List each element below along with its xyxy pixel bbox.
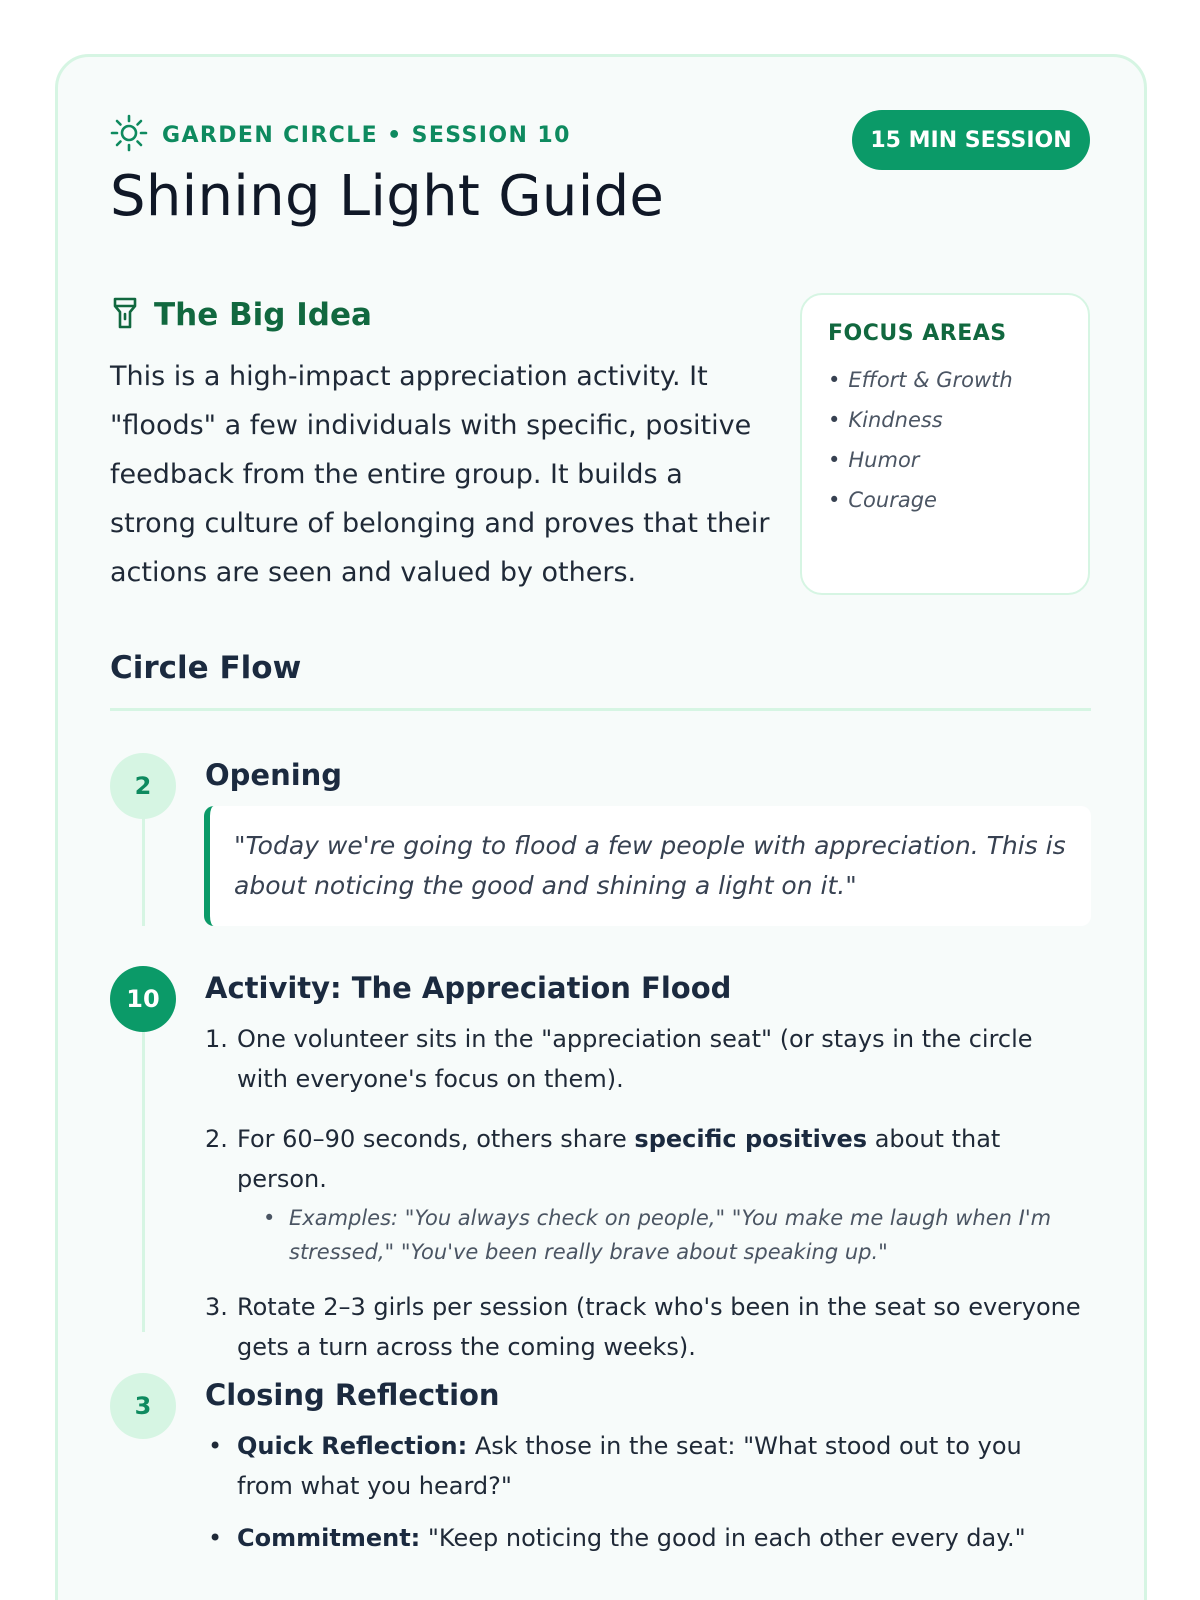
session-label: GARDEN CIRCLE • SESSION 10 xyxy=(162,122,571,148)
step-duration-badge: 10 xyxy=(110,966,176,1032)
list-item: 3. Rotate 2–3 girls per session (track who's been in the seat so everyone gets a turn across the coming weeks). xyxy=(205,1293,1081,1361)
timeline-connector xyxy=(142,1032,145,1332)
big-idea-body: This is a high-impact appreciation activity. It "floods" a few individuals with specific, positive feedback from the entire group. It builds a strong culture of belonging and proves that their actions are seen and valued by others. xyxy=(110,361,770,588)
closing-list xyxy=(205,1426,1085,1558)
session-eyebrow xyxy=(110,114,571,156)
step-duration-badge: 2 xyxy=(110,753,176,819)
page-title: Shining Light Guide xyxy=(110,164,665,229)
step-duration-badge: 3 xyxy=(110,1373,176,1439)
step-title-closing: Closing Reflection xyxy=(205,1378,500,1412)
focus-areas-title: FOCUS AREAS xyxy=(828,321,1007,346)
focus-areas-panel xyxy=(800,293,1090,595)
list-item: • Commitment: "Keep noticing the good in each other every day." xyxy=(208,1524,1026,1552)
activity-steps-list xyxy=(205,1019,1085,1367)
focus-item: • Kindness xyxy=(828,408,943,432)
sun-icon xyxy=(110,114,148,156)
list-item: • Quick Reflection: Ask those in the seat: "What stood out to you from what you heard?" xyxy=(208,1432,1022,1500)
focus-item: • Humor xyxy=(828,448,920,472)
focus-item: • Effort & Growth xyxy=(828,368,1013,392)
big-idea-heading xyxy=(112,296,372,334)
timeline-connector xyxy=(142,818,145,926)
step-title-activity: Activity: The Appreciation Flood xyxy=(205,971,732,1005)
opening-quote: "Today we're going to flood a few people with appreciation. This is about noticing the good and shining a light on it." xyxy=(204,806,1091,926)
list-item: 2. For 60–90 seconds, others share specific positives about that person. xyxy=(205,1125,1001,1193)
list-item: 1. One volunteer sits in the "appreciation seat" (or stays in the circle with everyone's focus on them). xyxy=(205,1025,1033,1093)
session-duration-badge: 15 MIN SESSION xyxy=(852,110,1090,170)
big-idea-title: The Big Idea xyxy=(154,297,372,333)
section-divider xyxy=(110,708,1091,711)
flashlight-icon xyxy=(112,296,138,334)
examples-sub-item: • Examples: "You always check on people," "You make me laugh when I'm stressed," "You've been really brave about speaking up." xyxy=(263,1206,1052,1264)
focus-item: • Courage xyxy=(828,488,937,512)
circle-flow-title: Circle Flow xyxy=(110,650,302,686)
step-title-opening: Opening xyxy=(205,758,343,792)
